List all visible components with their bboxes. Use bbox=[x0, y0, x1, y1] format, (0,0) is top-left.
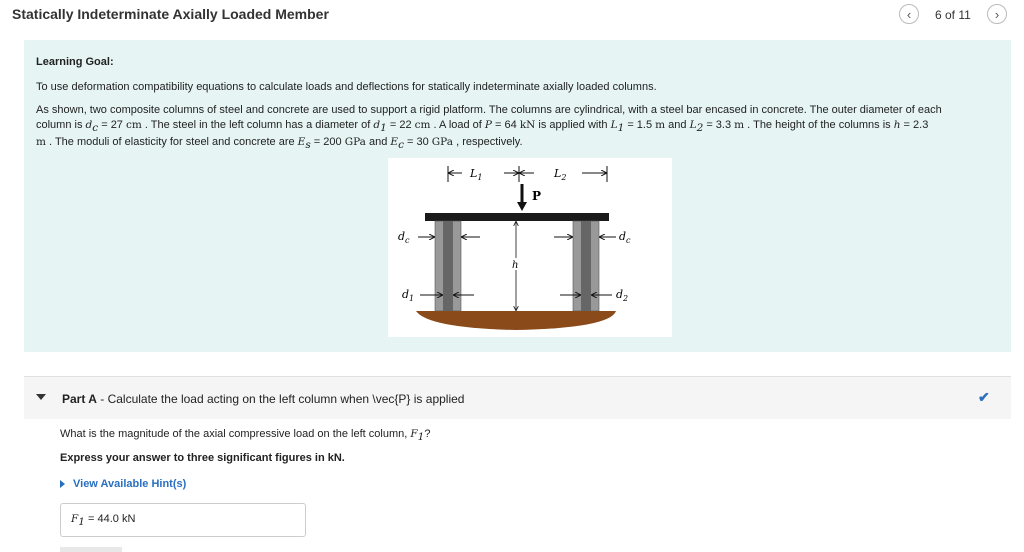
header-bar bbox=[0, 0, 1024, 30]
answer-field[interactable]: $F_1 = 44.0$ kN bbox=[60, 503, 306, 537]
l2-label: $L_2$ bbox=[554, 167, 567, 182]
column-diagram bbox=[388, 158, 672, 337]
load-arrow-head bbox=[517, 202, 527, 211]
learning-goal-panel bbox=[24, 40, 1011, 352]
page-counter: 6 of 11 bbox=[935, 8, 971, 22]
dc-left-label: $d_c$ bbox=[398, 230, 410, 245]
l1-label: $L_1$ bbox=[470, 167, 483, 182]
d2-label: $d_2$ bbox=[616, 288, 629, 303]
previous-button[interactable] bbox=[899, 4, 919, 24]
left-column-steel bbox=[443, 221, 453, 311]
answer-instruction: Express your answer to three significant figures in kN. bbox=[60, 452, 345, 464]
checkmark-icon: ✔ bbox=[978, 389, 990, 405]
load-p-label: P bbox=[532, 189, 542, 203]
next-button[interactable] bbox=[987, 4, 1007, 24]
chevron-right-icon: › bbox=[994, 7, 1000, 22]
d1-label: $d_1$ bbox=[402, 288, 415, 303]
ground bbox=[416, 311, 616, 330]
view-hints-link[interactable]: View Available Hint(s) bbox=[60, 478, 186, 490]
learning-goal-heading: Learning Goal: bbox=[36, 56, 114, 68]
page-title: Statically Indeterminate Axially Loaded Member bbox=[12, 6, 329, 22]
part-a-header[interactable] bbox=[24, 376, 1011, 419]
learning-goal-text: To use deformation compatibility equations to calculate loads and deflections for statically indeterminate axially loaded columns. bbox=[36, 81, 657, 93]
problem-statement: As shown, two composite columns of steel and concrete are used to support a rigid platform. The columns are cylindrical, with a steel bar encased in concrete. The outer diameter of each column is $d_c = 27$ cm . The steel in the left column has a diameter of $d_1 = 22$ cm . A load of P = 64 kN is applied with $L_1 = 1.5$ m and $L_2 = 3.3$ m . The height of the columns is h = 2.3 m . The moduli of elasticity for steel and concrete are $E_s = 200$ GPa and $E_c = 30$ GPa , respectively. bbox=[36, 104, 942, 152]
question-text: What is the magnitude of the axial compressive load on the left column, $F_1$? bbox=[60, 428, 431, 444]
part-a-title: Part A - Calculate the load acting on the left column when \vec{P} is applied bbox=[62, 392, 465, 406]
dc-right-label: $d_c$ bbox=[619, 230, 631, 245]
right-column-steel bbox=[581, 221, 591, 311]
caret-right-icon bbox=[60, 480, 65, 488]
submit-button-partial[interactable] bbox=[60, 547, 122, 552]
rigid-platform bbox=[425, 213, 609, 221]
h-label: h bbox=[512, 260, 519, 271]
chevron-left-icon: ‹ bbox=[906, 7, 912, 22]
collapse-triangle-icon[interactable] bbox=[36, 394, 46, 400]
